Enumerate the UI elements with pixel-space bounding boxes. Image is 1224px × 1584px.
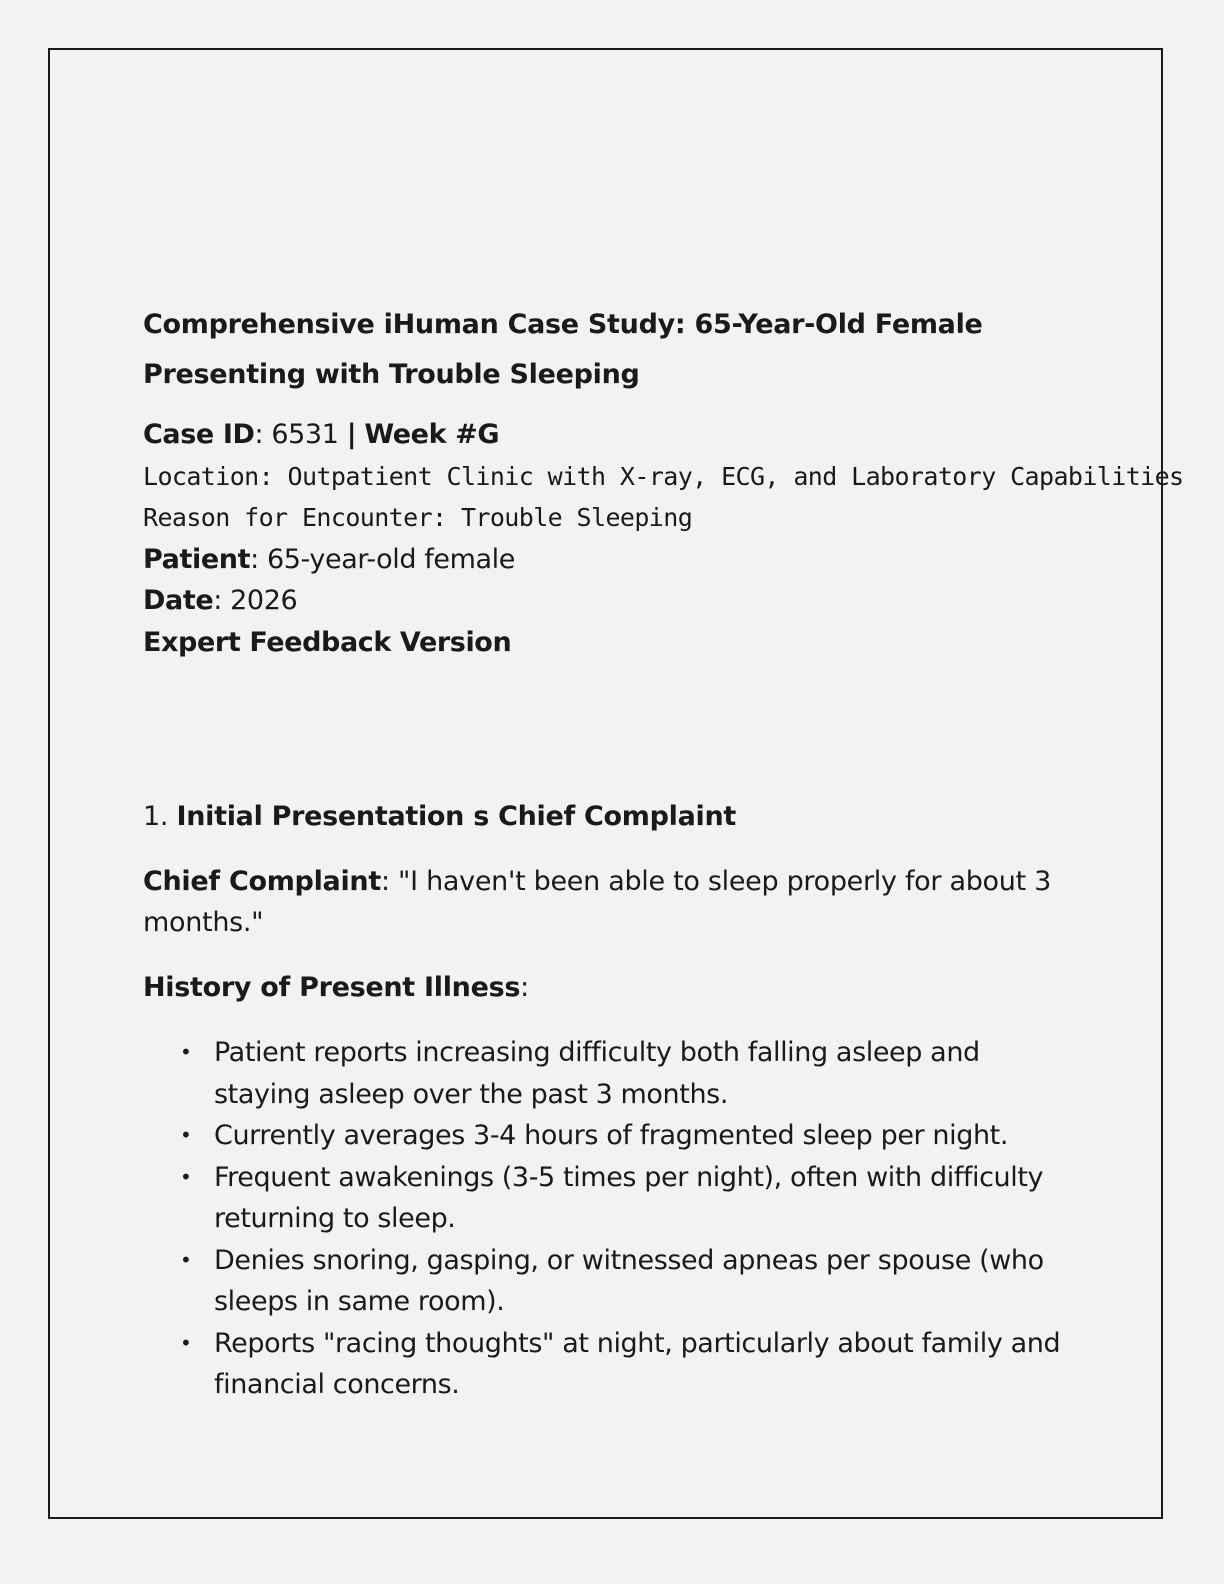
date-line: Date: 2026 (143, 585, 298, 616)
version-label: Expert Feedback Version (143, 626, 512, 658)
reason-value: Trouble Sleeping (460, 503, 693, 532)
list-item (143, 1157, 1083, 1240)
hpi-list (143, 1032, 1083, 1406)
location-label: Location (143, 461, 259, 491)
week-label: Week #G (364, 419, 500, 450)
hpi-label: History of Present Illness (143, 972, 521, 1003)
bullet-icon: • (180, 1247, 192, 1272)
list-item-text: Denies snoring, gasping, or witnessed apneas per spouse (who sleeps in same room). (214, 1244, 1044, 1317)
list-item (143, 1032, 1083, 1115)
list-item-text: Reports "racing thoughts" at night, particularly about family and financial concerns. (214, 1327, 1061, 1400)
bullet-icon: • (180, 1040, 192, 1064)
bullet-icon: • (180, 1164, 192, 1189)
section-1-heading (143, 797, 1083, 837)
list-item-text: Patient reports increasing difficulty both falling asleep and staying asleep over the past 3 months. (214, 1037, 980, 1110)
reason-label: Reason for Encounter (143, 503, 433, 532)
location-line: Location: Outpatient Clinic with X-ray, ECG, and Laboratory Capabilities (143, 461, 1184, 491)
location-value: Outpatient Clinic with X-ray, ECG, and Laboratory Capabilities (287, 461, 1184, 491)
reason-line: Reason for Encounter: Trouble Sleeping (143, 503, 693, 532)
chief-complaint: Chief Complaint: "I haven't been able to sleep properly for about 3 months." (143, 866, 1052, 938)
case-id-label: Case ID (143, 419, 255, 450)
list-item (143, 1240, 1083, 1323)
chief-complaint-label: Chief Complaint (143, 866, 381, 897)
date-label: Date (143, 585, 214, 616)
case-id-value: 6531 (271, 419, 339, 450)
case-id-line: Case ID: 6531 | Week #G (143, 419, 500, 450)
chief-complaint-text: "I haven't been able to sleep properly for about 3 months." (143, 866, 1052, 938)
patient-value: 65-year-old female (266, 543, 515, 575)
patient-line: Patient: 65-year-old female (143, 543, 515, 575)
section-number: 1. (143, 801, 169, 832)
case-metadata (143, 414, 1184, 663)
bullet-icon: • (180, 1330, 192, 1355)
patient-label: Patient (143, 543, 251, 575)
list-item-text: Frequent awakenings (3-5 times per night), often with difficulty returning to sleep. (214, 1161, 1044, 1234)
document-title: Comprehensive iHuman Case Study: 65-Year-Old Female Presenting with Trouble Sleeping (143, 309, 983, 390)
list-item-text: Currently averages 3-4 hours of fragmented sleep per night. (214, 1120, 1009, 1151)
list-item (143, 1323, 1083, 1406)
section-title: Initial Presentation s Chief Complaint (176, 801, 737, 832)
bullet-icon: • (180, 1123, 192, 1147)
hpi-heading: History of Present Illness: (143, 972, 529, 1003)
document-body (143, 300, 1184, 1406)
separator: | (346, 419, 357, 450)
list-item (143, 1115, 1083, 1157)
date-value: 2026 (230, 585, 298, 616)
